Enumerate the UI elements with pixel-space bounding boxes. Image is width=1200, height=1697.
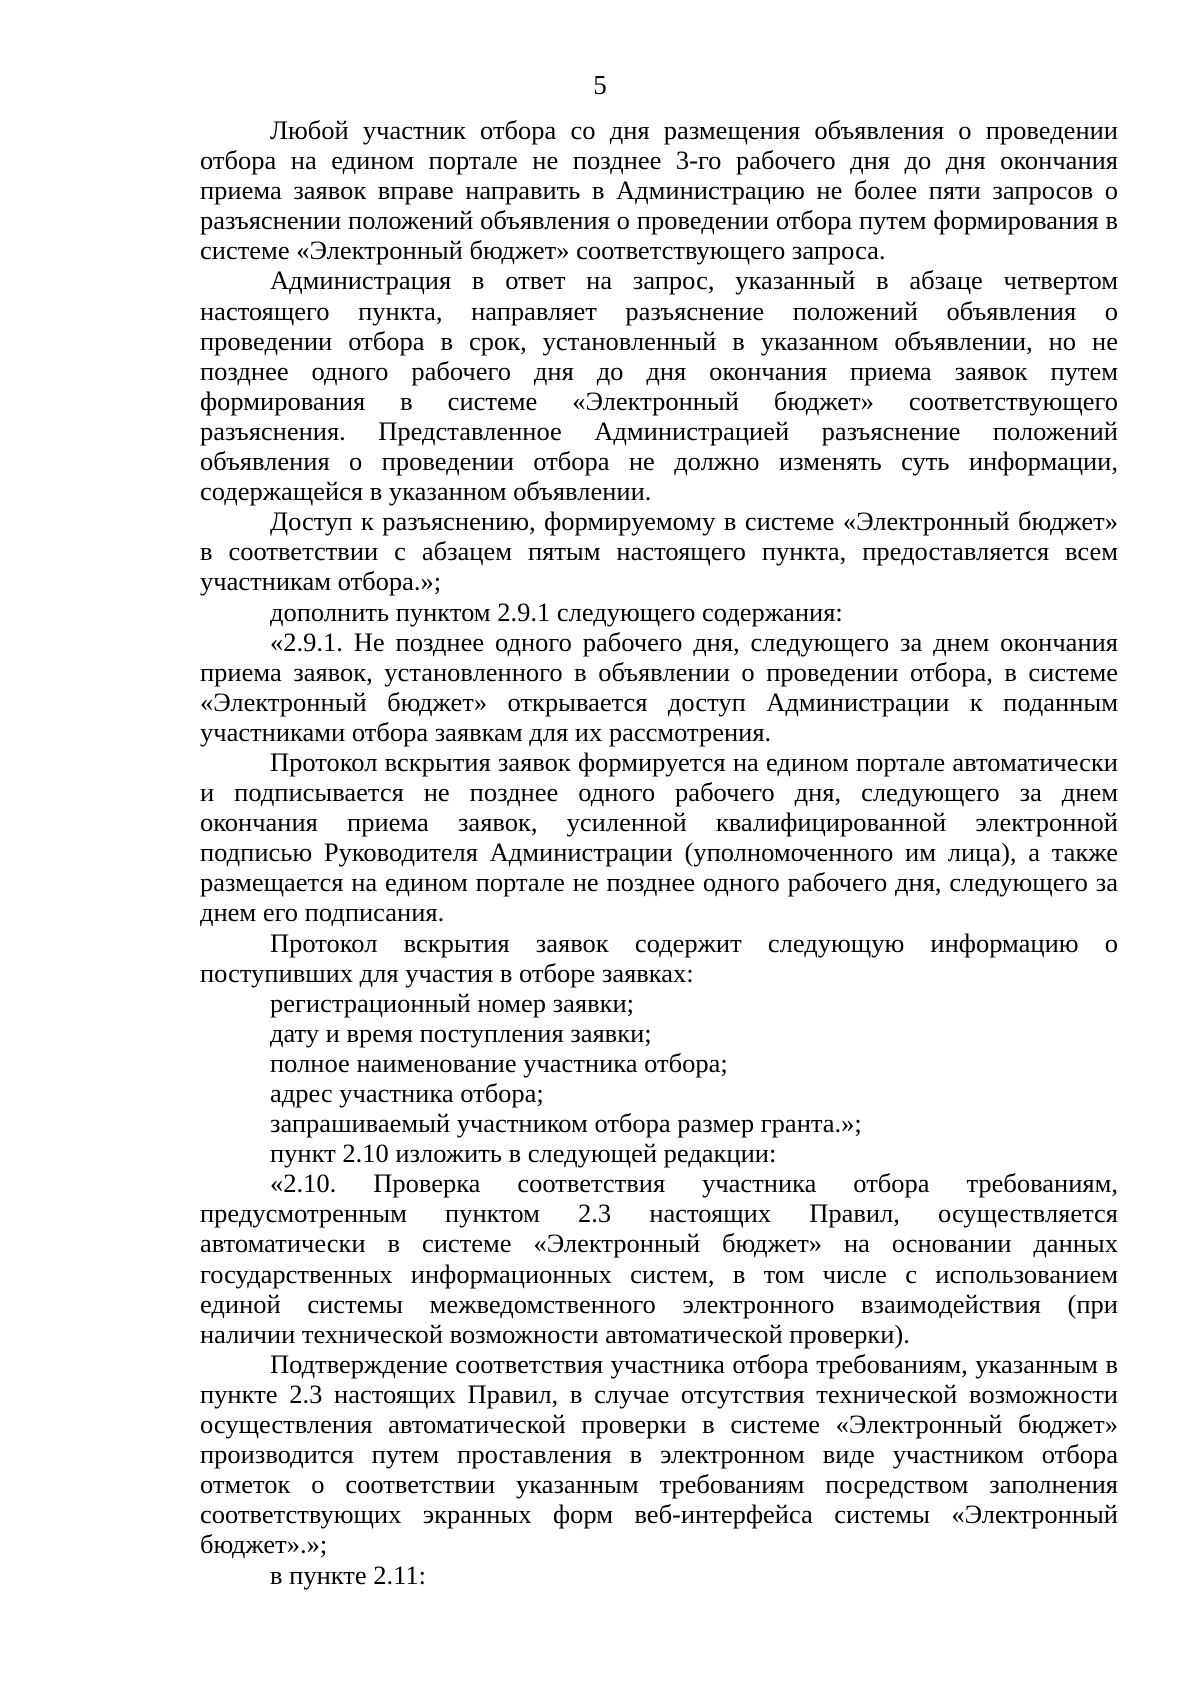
paragraph-confirmation-of-compliance: Подтверждение соответствия участника отбора требованиям, указанным в пункте 2.3 настоящих Правил, в случае отсутствия технической возможности осуществления автоматической проверки в системе «Электронный бюджет» производится путем проставления в электронном виде участником отбора отметок о соответствии указанным требованиям посредством заполнения соответствующих экранных форм веб-интерфейса системы «Электронный бюджет».»; [200, 1348, 1118, 1560]
list-item-full-name: полное наименование участника отбора; [270, 1047, 728, 1078]
list-item-registration-number: регистрационный номер заявки; [270, 987, 635, 1018]
paragraph-access-to-clarification: Доступ к разъяснению, формируемому в системе «Электронный бюджет» в соответствии с абзацем пятым настоящего пункта, предоставляется всем участникам отбора.»; [200, 506, 1118, 597]
paragraph-add-item-2-9-1: дополнить пунктом 2.9.1 следующего содержания: [270, 596, 843, 627]
paragraph-administration-response: Администрация в ответ на запрос, указанный в абзаце четвертом настоящего пункта, направляет разъяснение положений объявления о проведении отбора в срок, установленный в указанном объявлении, но не позднее одного рабочего дня до дня окончания приема заявок путем формирования в системе «Электронный бюджет» соответствующего разъяснения. Представленное Администрацией разъяснение положений объявления о проведении отбора не должно изменять суть информации, содержащейся в указанном объявлении. [200, 265, 1118, 507]
paragraph-protocol-contents: Протокол вскрытия заявок содержит следующую информацию о поступивших для участия в отборе заявках: [200, 927, 1118, 988]
paragraph-item-2-10-heading: пункт 2.10 изложить в следующей редакции: [270, 1138, 777, 1169]
paragraph-item-2-9-1: «2.9.1. Не позднее одного рабочего дня, следующего за днем окончания приема заявок, установленного в объявлении о проведении отбора, в системе «Электронный бюджет» открывается доступ Администрации к поданным участниками отбора заявкам для их рассмотрения. [200, 626, 1118, 747]
list-item-date-time: дату и время поступления заявки; [270, 1017, 652, 1048]
page-number: 5 [593, 70, 607, 100]
paragraph-item-2-10: «2.10. Проверка соответствия участника отбора требованиям, предусмотренным пунктом 2.3 настоящих Правил, осуществляется автоматически в системе «Электронный бюджет» на основании данных государственных информационных систем, в том числе с использованием единой системы межведомственного электронного взаимодействия (при наличии технической возможности автоматической проверки). [200, 1168, 1118, 1349]
paragraph-item-2-11: в пункте 2.11: [270, 1559, 426, 1590]
paragraph-opening-protocol: Протокол вскрытия заявок формируется на едином портале автоматически и подписывается не позднее одного рабочего дня, следующего за днем окончания приема заявок, усиленной квалифицированной электронной подписью Руководителя Администрации (уполномоченного им лица), а также размещается на едином портале не позднее одного рабочего дня, следующего за днем его подписания. [200, 746, 1118, 928]
paragraph-clarification-requests: Любой участник отбора со дня размещения объявления о проведении отбора на едином портале не позднее 3-го рабочего дня до дня окончания приема заявок вправе направить в Администрацию не более пяти запросов о разъяснении положений объявления о проведении отбора путем формирования в системе «Электронный бюджет» соответствующего запроса. [200, 115, 1118, 266]
list-item-grant-size: запрашиваемый участником отбора размер гранта.»; [270, 1108, 862, 1139]
document-body [200, 115, 1118, 1590]
list-item-address: адрес участника отбора; [270, 1078, 544, 1108]
